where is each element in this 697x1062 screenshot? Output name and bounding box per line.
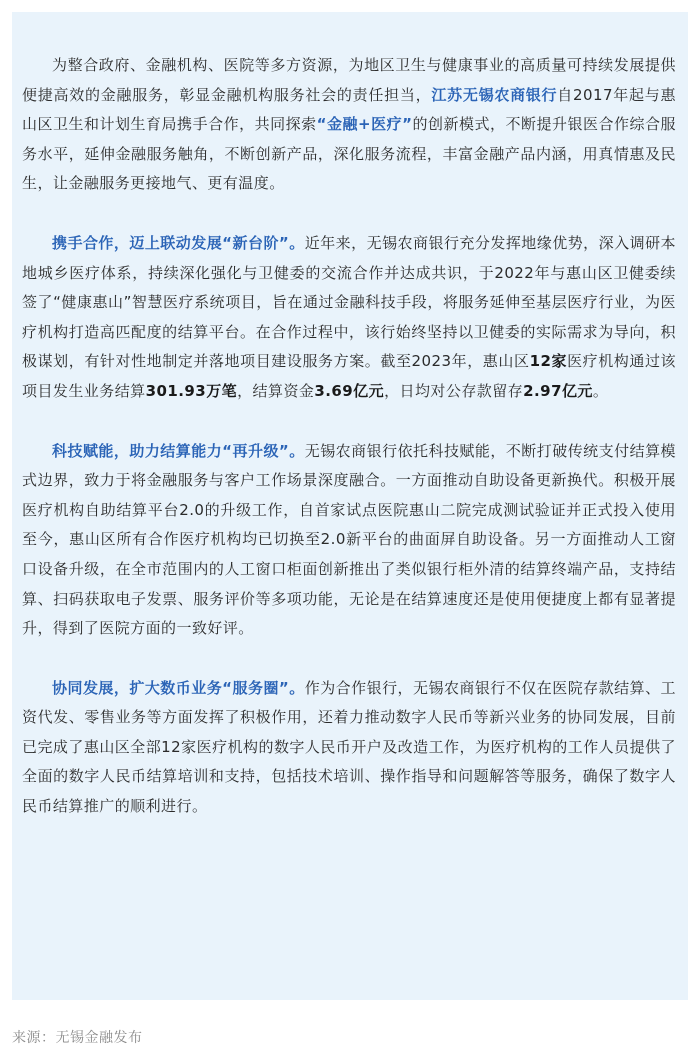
paragraph-cooperation — [22, 229, 676, 407]
cooperation-heading: 携手合作，迈上联动发展“新台阶”。 — [52, 233, 305, 252]
paragraph-intro-text-a: 为整合政府、金融机构、医院等多方资源，为地区卫生与健康事业的高质量可持续发展提供便捷高效的金融服务，彰显金融机构服务社会的责任担当， — [22, 56, 676, 104]
bank-name-highlight: 江苏无锡农商银行 — [431, 85, 558, 104]
source-credit: 来源：无锡金融发布 — [12, 1030, 143, 1046]
paragraph-technology — [22, 437, 676, 644]
digital-currency-heading: 协同发展，扩大数币业务“服务圈”。 — [52, 678, 305, 697]
technology-heading: 科技赋能，助力结算能力“再升级”。 — [52, 441, 305, 460]
cooperation-text-a: 近年来，无锡农商银行充分发挥地缘优势，深入调研本地城乡医疗体系，持续深化强化与卫健委的交流合作并达成共识，于2022年与惠山区卫健委续签了“健康惠山”智慧医疗系统项目，旨在通过金融科技手段，将服务延伸至基层医疗行业，为医疗机构打造高匹配度的结算平台。在合作过程中，该行始终坚持以卫健委的实际需求为导向，积极谋划，有针对性地制定并落地项目建设服务方案。截至2023年，惠山区 — [22, 233, 676, 371]
daily-deposits: 2.97亿元 — [523, 381, 593, 400]
digital-currency-text: 作为合作银行，无锡农商银行不仅在医院存款结算、工资代发、零售业务等方面发挥了积极作用，还着力推动数字人民币等新兴业务的协同发展，目前已完成了惠山区全部12家医疗机构的数字人民币开户及改造工作，为医疗机构的工作人员提供了全面的数字人民币结算培训和支持，包括技术培训、操作指导和问题解答等服务，确保了数字人民币结算推广的顺利进行。 — [22, 678, 676, 816]
paragraph-digital-currency — [22, 674, 676, 822]
paragraph-intro-text-c: 的创新模式，不断提升银医合作综合服务水平，延伸金融服务触角，不断创新产品，深化服务流程，丰富金融产品内涵，用真情惠及民生，让金融服务更接地气、更有温度。 — [22, 115, 677, 193]
cooperation-text-b: 医疗机构通过该项目发生业务结算 — [22, 352, 677, 400]
cooperation-text-e: 。 — [592, 381, 609, 400]
cooperation-text-c: ，结算资金 — [237, 381, 315, 400]
paragraph-intro — [22, 51, 676, 199]
cooperation-text-d: ，日均对公存款留存 — [384, 381, 524, 400]
paragraph-intro-text-b: 自2017年起与惠山区卫生和计划生育局携手合作，共同探索 — [22, 85, 676, 134]
institution-count: 12家 — [529, 352, 568, 371]
transaction-count: 301.93万笔 — [145, 381, 238, 400]
article-panel — [12, 12, 688, 1000]
technology-text: 无锡农商银行依托科技赋能，不断打破传统支付结算模式边界，致力于将金融服务与客户工作场景深度融合。一方面推动自助设备更新换代。积极开展医疗机构自助结算平台2.0的升级工作，自首家试点医院惠山二院完成测试验证并正式投入使用至今，惠山区所有合作医疗机构均已切换至2.0新平台的曲面屏自助设备。另一方面推动人工窗口设备升级，在全市范围内的人工窗口柜面创新推出了类似银行柜外清的结算终端产品，支持结算、扫码获取电子发票、服务评价等多项功能，无论是在结算速度还是使用便捷度上都有显著提升，得到了医院方面的一致好评。 — [22, 441, 676, 638]
finance-medical-model-highlight: “金融+医疗” — [316, 115, 413, 134]
settlement-funds: 3.69亿元 — [314, 381, 385, 400]
